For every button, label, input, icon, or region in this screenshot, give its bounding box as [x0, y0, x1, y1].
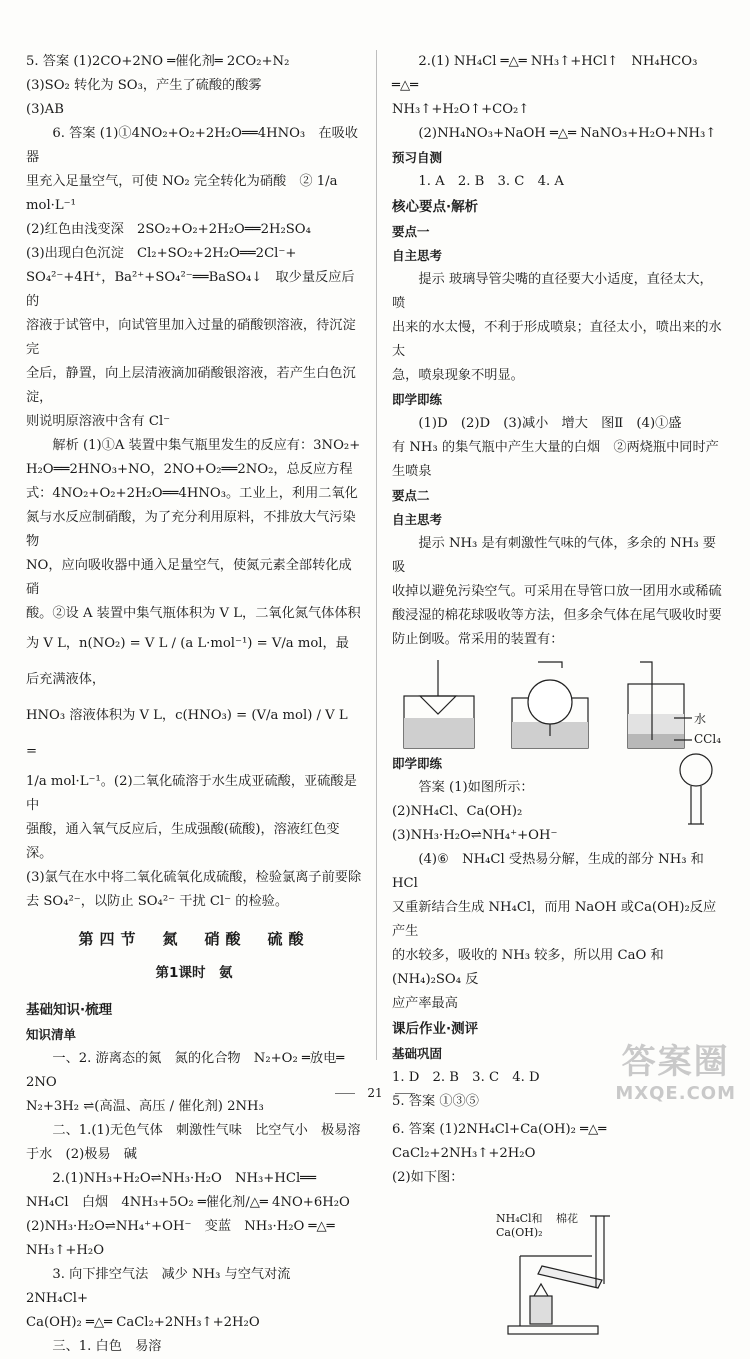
text-line: 6. 答案 (1)2NH₄Cl+Ca(OH)₂ ═△═ CaCl₂+2NH₃↑+2H₂O — [392, 1122, 607, 1161]
tip-line: 出来的水太慢，不利于形成喷泉；直径太小，喷出来的水太 — [392, 320, 722, 359]
label-reagent: NH₄Cl和 — [496, 1212, 543, 1225]
text-line: 于水 (2)极易 碱 — [26, 1147, 137, 1162]
consolidate-heading: 基础巩固 — [392, 1046, 443, 1061]
analysis-line: H₂O══2HNO₃+NO，2NO+O₂══2NO₂，总反应方程 — [26, 462, 353, 477]
absorption-apparatus-figure — [392, 656, 724, 752]
text-line: (2)NH₄Cl、Ca(OH)₂ — [392, 804, 523, 819]
text-line: 5. 答案 (1)2CO+2NO ═催化剂═ 2CO₂+N₂ — [26, 54, 290, 69]
text-line: 6. 答案 (1)①4NO₂+O₂+2H₂O══4HNO₃ 在吸收器 — [26, 126, 358, 165]
preview-answers: 1. A 2. B 3. C 4. A — [418, 174, 564, 189]
analysis-line: 去 SO₄²⁻，以防止 SO₄²⁻ 干扰 Cl⁻ 的检验。 — [26, 894, 289, 909]
text-line: (3)SO₂ 转化为 SO₃，产生了硫酸的酸雾 — [26, 78, 262, 93]
preview-heading: 预习自测 — [392, 150, 443, 165]
label-ccl4: CCl₄ — [694, 732, 722, 746]
text-line: N₂+3H₂ ⇌(高温、高压 / 催化剂) 2NH₃ — [26, 1099, 264, 1114]
tip-line: 提示 NH₃ 是有刺激性气味的气体，多余的 NH₃ 要吸 — [392, 536, 716, 575]
text-line: (3)AB — [26, 102, 64, 117]
text-line: 生喷泉 — [392, 464, 432, 479]
analysis-line: HNO₃ 溶液体积为 V L，c(HNO₃) = (V/a mol) / V L = — [26, 708, 348, 759]
left-column — [26, 50, 362, 1359]
practice-heading: 即学即练 — [392, 392, 443, 407]
text-line: (3)NH₃·H₂O⇌NH₄⁺+OH⁻ — [392, 828, 558, 843]
beaker-layers — [628, 662, 692, 748]
point-one-heading: 要点一 — [392, 224, 430, 239]
ammonia-apparatus-figure — [392, 1196, 724, 1346]
text-line: NH₄Cl 白烟 4NH₃+5O₂ ═催化剂/△═ 4NO+6H₂O — [26, 1195, 350, 1210]
text-line: 全后，静置，向上层清液滴加硝酸银溶液，若产生白色沉淀， — [26, 366, 356, 405]
column-divider — [376, 50, 377, 1060]
homework-heading: 课后作业·测评 — [392, 1021, 479, 1037]
tip-line: 酸浸湿的棉花球吸收等方法，但多余气体在尾气吸收时要 — [392, 608, 722, 623]
text-line: 又重新结合生成 NH₄Cl，而用 NaOH 或Ca(OH)₂反应产生 — [392, 900, 717, 939]
text-line: 5. 答案 ①③⑤ — [392, 1094, 479, 1109]
text-line: 有 NH₃ 的集气瓶中产生大量的白烟 ②两烧瓶中同时产 — [392, 440, 719, 455]
text-line: Ca(OH)₂ ═△═ CaCl₂+2NH₃↑+2H₂O — [26, 1315, 260, 1330]
section-title: 第四节 氮 硝酸 硫酸 — [78, 930, 310, 948]
analysis-line: 氮与水反应制硝酸，为了充分利用原料，不排放大气污染物 — [26, 510, 356, 549]
self-think-heading: 自主思考 — [392, 248, 443, 263]
watermark-title: 答案圈 — [621, 1042, 730, 1082]
label-cotton: 棉花 — [556, 1212, 578, 1225]
text-line: NH₃↑+H₂O↑+CO₂↑ — [392, 102, 530, 117]
text-line: (2)NH₄NO₃+NaOH ═△═ NaNO₃+H₂O+NH₃↑ — [418, 126, 717, 141]
text-line: (2)NH₃·H₂O⇌NH₄⁺+OH⁻ 变蓝 NH₃·H₂O ═△═ — [26, 1219, 335, 1234]
text-line: (1)D (2)D (3)减小 增大 图Ⅱ (4)①盛 — [418, 416, 682, 431]
page-number-text: 21 — [367, 1086, 383, 1100]
basic-knowledge-heading: 基础知识·梳理 — [26, 1002, 113, 1018]
text-line: (3)出现白色沉淀 Cl₂+SO₂+2H₂O══2Cl⁻+ — [26, 246, 297, 261]
knowledge-list-heading: 知识清单 — [26, 1027, 77, 1042]
label-reagent-2: Ca(OH)₂ — [496, 1226, 543, 1239]
analysis-line: (3)氯气在水中将二氧化硫氧化成硫酸，检验氯离子前要除 — [26, 870, 362, 885]
text-line: 2.(1)NH₃+H₂O⇌NH₃·H₂O NH₃+HCl══ — [52, 1171, 317, 1186]
text-line: 1. D 2. B 3. C 4. D — [392, 1070, 540, 1085]
right-column — [392, 50, 724, 1346]
analysis-line: 为 V L，n(NO₂) = V L / (a L·mol⁻¹) = V/a mol，最后充满液体， — [26, 636, 349, 687]
text-line: 2.(1) NH₄Cl ═△═ NH₃↑+HCl↑ NH₄HCO₃ ═△═ — [392, 54, 698, 93]
text-line: (4)⑥ NH₄Cl 受热易分解，生成的部分 NH₃ 和 HCl — [392, 852, 704, 891]
analysis-line: 式：4NO₂+O₂+2H₂O══4HNO₃。工业上，利用二氧化 — [26, 486, 358, 501]
text-line: (2)红色由浅变深 2SO₂+O₂+2H₂O══2H₂SO₄ — [26, 222, 311, 237]
practice-heading: 即学即练 — [392, 756, 443, 771]
watermark — [615, 1034, 736, 1104]
analysis-line: 1/a mol·L⁻¹。(2)二氧化硫溶于水生成亚硫酸，亚硫酸是中 — [26, 774, 357, 813]
text-line: 溶液于试管中，向试管里加入过量的硝酸钡溶液，待沉淀完 — [26, 318, 356, 357]
absorption-apparatus-drawing — [392, 656, 724, 752]
tip-line: 急，喷泉现象不明显。 — [392, 368, 524, 383]
text-line: 3. 向下排空气法 减少 NH₃ 与空气对流 2NH₄Cl+ — [26, 1267, 304, 1306]
lesson-title: 第1课时 氨 — [155, 965, 233, 981]
text-line: SO₄²⁻+4H⁺，Ba²⁺+SO₄²⁻══BaSO₄↓ 取少量反应后的 — [26, 270, 355, 309]
text-line: 里充入足量空气，可使 NO₂ 完全转化为硝酸 ② 1/a mol·L⁻¹ — [26, 174, 338, 213]
watermark-url: MXQE.COM — [615, 1083, 736, 1104]
beaker-bulb — [512, 662, 588, 748]
text-line: 三、1. 白色 易溶 — [52, 1339, 162, 1354]
analysis-line: 解析 (1)①A 装置中集气瓶里发生的反应有：3NO₂+ — [52, 438, 361, 453]
text-line: 二、1.(1)无色气体 刺激性气味 比空气小 极易溶 — [52, 1123, 361, 1138]
text-line: NH₃↑+H₂O — [26, 1243, 105, 1258]
text-line: 应产率最高 — [392, 996, 458, 1011]
analysis-line: NO，应向吸收器中通入足量空气，使氮元素全部转化成硝 — [26, 558, 352, 597]
text-line: 的水较多，吸收的 NH₃ 较多，所以用 CaO 和(NH₄)₂SO₄ 反 — [392, 948, 664, 987]
text-line: (2)如下图： — [392, 1170, 464, 1185]
flask-drawing — [676, 752, 716, 836]
point-two-heading: 要点二 — [392, 488, 430, 503]
analysis-line: 强酸，通入氧气反应后，生成强酸(硫酸)，溶液红色变深。 — [26, 822, 340, 861]
text-line: 一、2. 游离态的氮 氮的化合物 N₂+O₂ ═放电═ 2NO — [26, 1051, 345, 1090]
text-line: 则说明原溶液中含有 Cl⁻ — [26, 414, 171, 429]
tip-line: 防止倒吸。常采用的装置有： — [392, 632, 564, 647]
core-points-heading: 核心要点·解析 — [392, 199, 479, 215]
tip-line: 收掉以避免污染空气。可采用在导管口放一团用水或稀硫 — [392, 584, 722, 599]
label-water: 水 — [694, 712, 707, 726]
tip-line: 提示 玻璃导管尖嘴的直径要大小适度，直径太大，喷 — [392, 272, 713, 311]
analysis-line: 酸。②设 A 装置中集气瓶体积为 V L，二氧化氮气体体积 — [26, 606, 361, 621]
text-line: 答案 (1)如图所示： — [418, 780, 534, 795]
self-think-heading: 自主思考 — [392, 512, 443, 527]
beaker-funnel — [404, 660, 474, 748]
